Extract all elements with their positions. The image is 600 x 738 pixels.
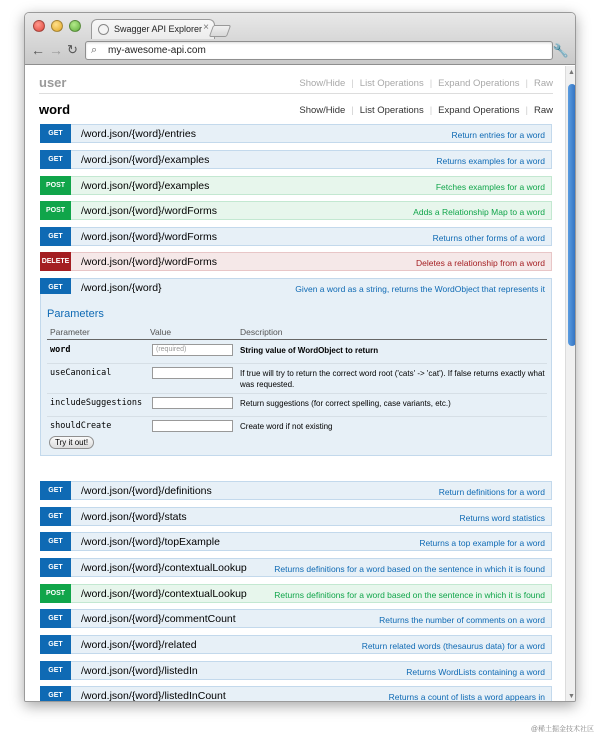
operation-description[interactable]: Returns a count of lists a word appears in (388, 692, 545, 702)
expand-operations-link[interactable]: Expand Operations (438, 78, 520, 89)
method-badge-post[interactable]: POST (40, 201, 71, 220)
operation-path[interactable]: /word.json/{word}/contextualLookup (81, 562, 247, 574)
show-hide-link[interactable]: Show/Hide (299, 105, 346, 116)
param-row (47, 364, 547, 394)
operation-description[interactable]: Returns examples for a word (436, 156, 545, 166)
operation-description[interactable]: Deletes a relationship from a word (416, 258, 545, 268)
operation-path[interactable]: /word.json/{word}/entries (81, 128, 196, 140)
param-value-input[interactable] (152, 367, 233, 379)
method-badge-get[interactable]: GET (40, 227, 71, 246)
method-badge-get[interactable]: GET (40, 150, 71, 169)
operation-row[interactable] (40, 609, 552, 628)
param-description: If true will try to return the correct word root ('cats' -> 'cat'). If false returns exactly what was requested. (240, 369, 545, 389)
resource-header-word (39, 99, 553, 121)
operation-path[interactable]: /word.json/{word}/examples (81, 154, 210, 166)
method-badge-get[interactable]: GET (40, 661, 71, 680)
param-name: includeSuggestions (50, 398, 143, 408)
watermark-text: @稀土掘金技术社区 (530, 726, 594, 733)
operation-path[interactable]: /word.json/{word}/definitions (81, 485, 212, 497)
operation-row[interactable] (40, 252, 552, 271)
page-content (25, 66, 565, 702)
forward-arrow-icon[interactable]: → (49, 42, 63, 58)
maximize-window-button[interactable] (69, 20, 81, 32)
method-badge-get[interactable]: GET (40, 124, 71, 143)
back-arrow-icon[interactable]: ← (31, 42, 45, 58)
method-badge-get[interactable]: GET (40, 481, 71, 500)
operation-description[interactable]: Fetches examples for a word (435, 182, 545, 192)
method-badge-get[interactable]: GET (40, 635, 71, 654)
value-column-header: Value (150, 327, 172, 337)
method-badge-delete[interactable]: DELETE (40, 252, 71, 271)
operation-description[interactable]: Return entries for a word (451, 130, 545, 140)
operation-path[interactable]: /word.json/{word}/commentCount (81, 613, 236, 625)
operation-row[interactable] (40, 532, 552, 551)
operation-row[interactable] (40, 686, 552, 702)
operation-row[interactable] (40, 124, 552, 143)
method-badge-get[interactable]: GET (40, 507, 71, 526)
operation-path[interactable]: /word.json/{word}/examples (81, 180, 210, 192)
list-operations-link[interactable]: List Operations (359, 105, 424, 116)
minimize-window-button[interactable] (51, 20, 63, 32)
resource-links-word: Show/Hide | List Operations | Expand Operations | Raw (299, 105, 553, 116)
tab-close-icon[interactable]: × (203, 22, 209, 33)
method-badge-get[interactable]: GET (40, 686, 71, 702)
reload-icon[interactable]: ↻ (67, 42, 78, 57)
param-row (47, 417, 547, 435)
description-column-header: Description (240, 327, 283, 337)
resource-links-user: Show/Hide | List Operations | Expand Operations | Raw (299, 78, 553, 89)
operation-path[interactable]: /word.json/{word}/listedIn (81, 665, 198, 677)
operation-detail-panel (40, 294, 552, 456)
scroll-down-icon[interactable]: ▼ (568, 693, 575, 700)
operation-row[interactable] (40, 481, 552, 500)
operation-description[interactable]: Returns definitions for a word based on the sentence in which it is found (274, 590, 545, 600)
operation-path[interactable]: /word.json/{word}/contextualLookup (81, 588, 247, 600)
parameters-heading: Parameters (47, 308, 104, 320)
vertical-scrollbar[interactable] (565, 66, 576, 702)
operation-path[interactable]: /word.json/{word}/topExample (81, 536, 220, 548)
param-description: String value of WordObject to return (240, 346, 379, 355)
operation-row[interactable] (40, 176, 552, 195)
operation-description[interactable]: Returns other forms of a word (432, 233, 545, 243)
operation-path[interactable]: /word.json/{word}/wordForms (81, 231, 217, 243)
operation-description[interactable]: Return related words (thesaurus data) for a word (361, 641, 545, 651)
param-value-input[interactable] (152, 420, 233, 432)
operation-description[interactable]: Given a word as a string, returns the WordObject that represents it (295, 284, 545, 294)
operation-row[interactable] (40, 635, 552, 654)
operation-row[interactable] (40, 201, 552, 220)
param-name: shouldCreate (50, 421, 112, 431)
operation-description[interactable]: Returns the number of comments on a word (379, 615, 545, 625)
try-it-out-button[interactable]: Try it out! (49, 436, 94, 449)
operation-path[interactable]: /word.json/{word}/listedInCount (81, 690, 226, 702)
param-value-input[interactable] (152, 397, 233, 409)
favicon-icon (98, 24, 109, 35)
raw-link[interactable]: Raw (533, 78, 553, 89)
operation-path[interactable]: /word.json/{word} (81, 282, 162, 294)
search-icon: ⌕ (91, 44, 98, 56)
parameter-column-header: Parameter (50, 327, 90, 337)
operation-path[interactable]: /word.json/{word}/wordForms (81, 256, 217, 268)
browser-window (24, 12, 576, 702)
scrollbar-thumb[interactable] (568, 84, 576, 346)
browser-chrome (25, 13, 576, 65)
raw-link[interactable]: Raw (533, 105, 553, 116)
resource-header-user (39, 72, 553, 94)
wrench-icon[interactable]: 🔧 (552, 43, 569, 58)
scroll-up-icon[interactable]: ▲ (568, 69, 575, 76)
operation-path[interactable]: /word.json/{word}/wordForms (81, 205, 217, 217)
operation-path[interactable]: /word.json/{word}/related (81, 639, 197, 651)
browser-tab[interactable] (91, 19, 215, 39)
address-bar[interactable] (85, 41, 553, 60)
operation-row[interactable] (40, 507, 552, 526)
url-text[interactable]: my-awesome-api.com (108, 45, 206, 56)
close-window-button[interactable] (33, 20, 45, 32)
resource-name-word[interactable]: word (39, 102, 71, 117)
list-operations-link[interactable]: List Operations (359, 78, 424, 89)
operation-description[interactable]: Returns word statistics (459, 513, 545, 523)
show-hide-link[interactable]: Show/Hide (299, 78, 346, 89)
operation-row[interactable] (40, 661, 552, 680)
operation-description[interactable]: Returns a top example for a word (419, 538, 545, 548)
method-badge-post[interactable]: POST (40, 176, 71, 195)
operation-description[interactable]: Return definitions for a word (438, 487, 545, 497)
param-row (47, 394, 547, 417)
resource-name-user[interactable]: user (39, 75, 67, 90)
tab-title: Swagger API Explorer (114, 24, 203, 34)
operation-row[interactable] (40, 227, 552, 246)
param-description: Return suggestions (for correct spelling, case variants, etc.) (240, 399, 451, 408)
method-badge-get[interactable]: GET (40, 278, 71, 297)
operation-row[interactable] (40, 584, 552, 603)
method-badge-post[interactable]: POST (40, 584, 71, 603)
table-header-divider (47, 339, 547, 340)
param-row (47, 341, 547, 364)
method-badge-get[interactable]: GET (40, 532, 71, 551)
operation-path[interactable]: /word.json/{word}/stats (81, 511, 187, 523)
param-description: Create word if not existing (240, 422, 333, 431)
param-value-input[interactable]: (required) (152, 344, 233, 356)
operation-description[interactable]: Returns definitions for a word based on the sentence in which it is found (274, 564, 545, 574)
method-badge-get[interactable]: GET (40, 609, 71, 628)
operation-description[interactable]: Adds a Relationship Map to a word (413, 207, 545, 217)
operation-row[interactable] (40, 150, 552, 169)
method-badge-get[interactable]: GET (40, 558, 71, 577)
operation-description[interactable]: Returns WordLists containing a word (406, 667, 545, 677)
param-name: useCanonical (50, 368, 112, 378)
new-tab-button[interactable] (209, 25, 231, 37)
param-name: word (50, 345, 71, 355)
operation-row[interactable] (40, 558, 552, 577)
expand-operations-link[interactable]: Expand Operations (438, 105, 520, 116)
